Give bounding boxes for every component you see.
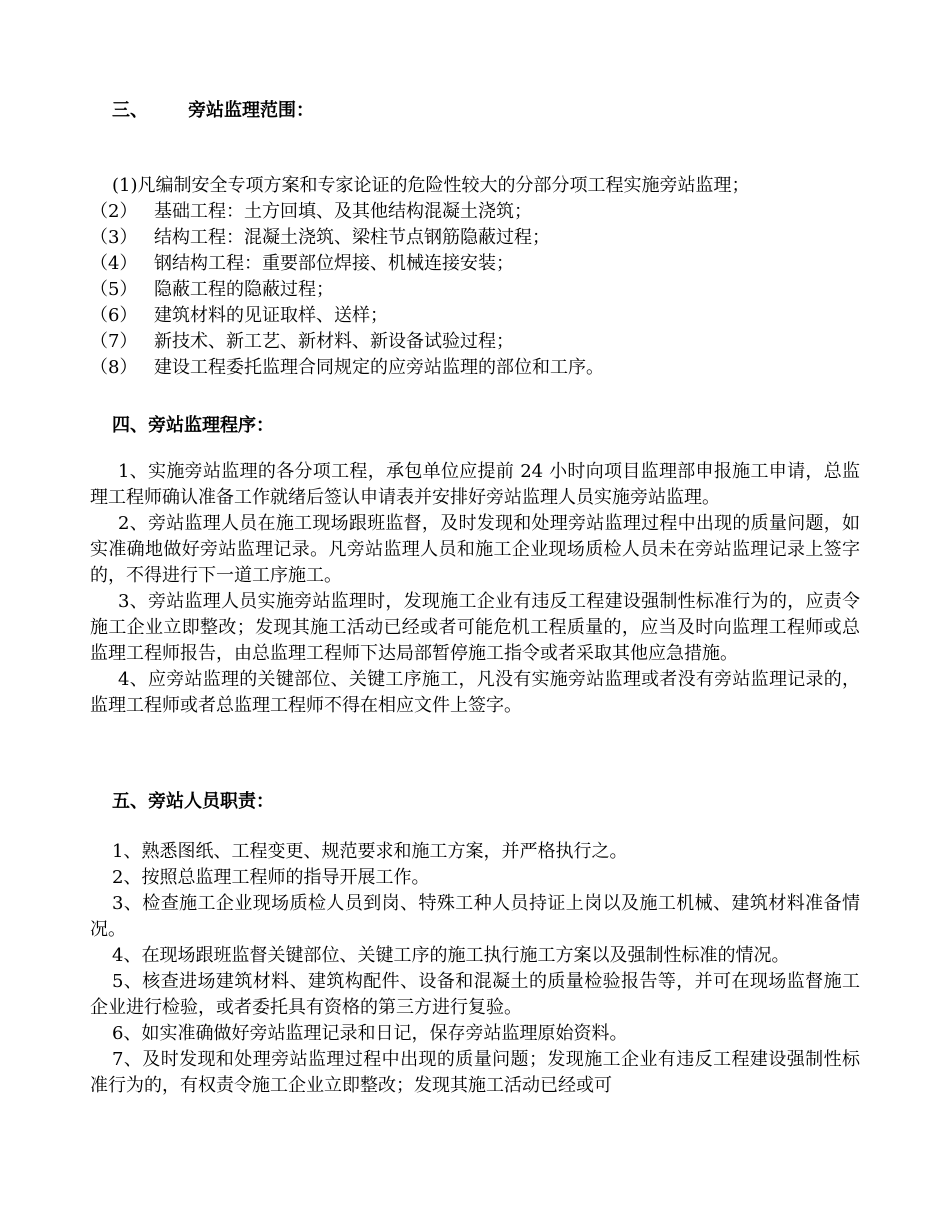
section3-heading (112, 99, 314, 123)
section5-body (90, 839, 860, 1099)
section3-number: 三、 (112, 100, 148, 121)
paragraph: 5、核查进场建筑材料、建筑构配件、设备和混凝土的质量检验报告等，并可在现场监督施工企业进行检验，或者委托具有资格的第三方进行复验。 (90, 971, 860, 1018)
list-item: （3） 结构工程：混凝土浇筑、梁柱节点钢筋隐蔽过程； (90, 227, 550, 248)
list-item: （4） 钢结构工程：重要部位焊接、机械连接安装； (90, 253, 514, 274)
list-item: （7） 新技术、新工艺、新材料、新设备试验过程； (90, 331, 514, 352)
section3-list (90, 199, 860, 381)
paragraph: 2、按照总监理工程师的指导开展工作。 (112, 867, 430, 888)
paragraph: 2、旁站监理人员在施工现场跟班监督，及时发现和处理旁站监理过程中出现的质量问题，如实准确地做好旁站监理记录。凡旁站监理人员和施工企业现场质检人员未在旁站监理记录上签字的，不得进行下一道工序施工。 (90, 513, 860, 586)
list-item: （6） 建筑材料的见证取样、送样； (90, 305, 388, 326)
section4-heading: 四、旁站监理程序： (112, 415, 274, 436)
paragraph: 3、旁站监理人员实施旁站监理时，发现施工企业有违反工程建设强制性标准行为的，应责令施工企业立即整改；发现其施工活动已经或者可能危机工程质量的，应当及时向监理工程师或总监理工程师报告，由总监理工程师下达局部暂停施工指令或者采取其他应急措施。 (90, 591, 860, 664)
paragraph: 6、如实准确做好旁站监理记录和日记，保存旁站监理原始资料。 (112, 1023, 628, 1044)
paragraph: 4、在现场跟班监督关键部位、关键工序的施工执行施工方案以及强制性标准的情况。 (112, 945, 790, 966)
list-item: （2） 基础工程：土方回填、及其他结构混凝土浇筑； (90, 201, 532, 222)
list-item: （5） 隐蔽工程的隐蔽过程； (90, 279, 334, 300)
list-item: （8） 建设工程委托监理合同规定的应旁站监理的部位和工序。 (90, 357, 604, 378)
paragraph: 3、检查施工企业现场质检人员到岗、特殊工种人员持证上岗以及施工机械、建筑材料准备情况。 (90, 893, 860, 940)
paragraph: 4、应旁站监理的关键部位、关键工序施工，凡没有实施旁站监理或者没有旁站监理记录的，监理工程师或者总监理工程师不得在相应文件上签字。 (90, 669, 860, 716)
section4-body (90, 459, 860, 719)
section5-heading: 五、旁站人员职责： (112, 791, 274, 812)
section3-item-1: (1)凡编制安全专项方案和专家论证的危险性较大的分部分项工程实施旁站监理； (112, 175, 750, 196)
paragraph: 1、熟悉图纸、工程变更、规范要求和施工方案，并严格执行之。 (112, 841, 628, 862)
paragraph: 7、及时发现和处理旁站监理过程中出现的质量问题；发现施工企业有违反工程建设强制性标准行为的，有权责令施工企业立即整改；发现其施工活动已经或可 (90, 1049, 860, 1096)
section3-title: 旁站监理范围： (188, 100, 314, 121)
paragraph: 1、实施旁站监理的各分项工程，承包单位应提前 24 小时向项目监理部申报施工申请，总监理工程师确认准备工作就绪后签认申请表并安排好旁站监理人员实施旁站监理。 (90, 461, 860, 508)
